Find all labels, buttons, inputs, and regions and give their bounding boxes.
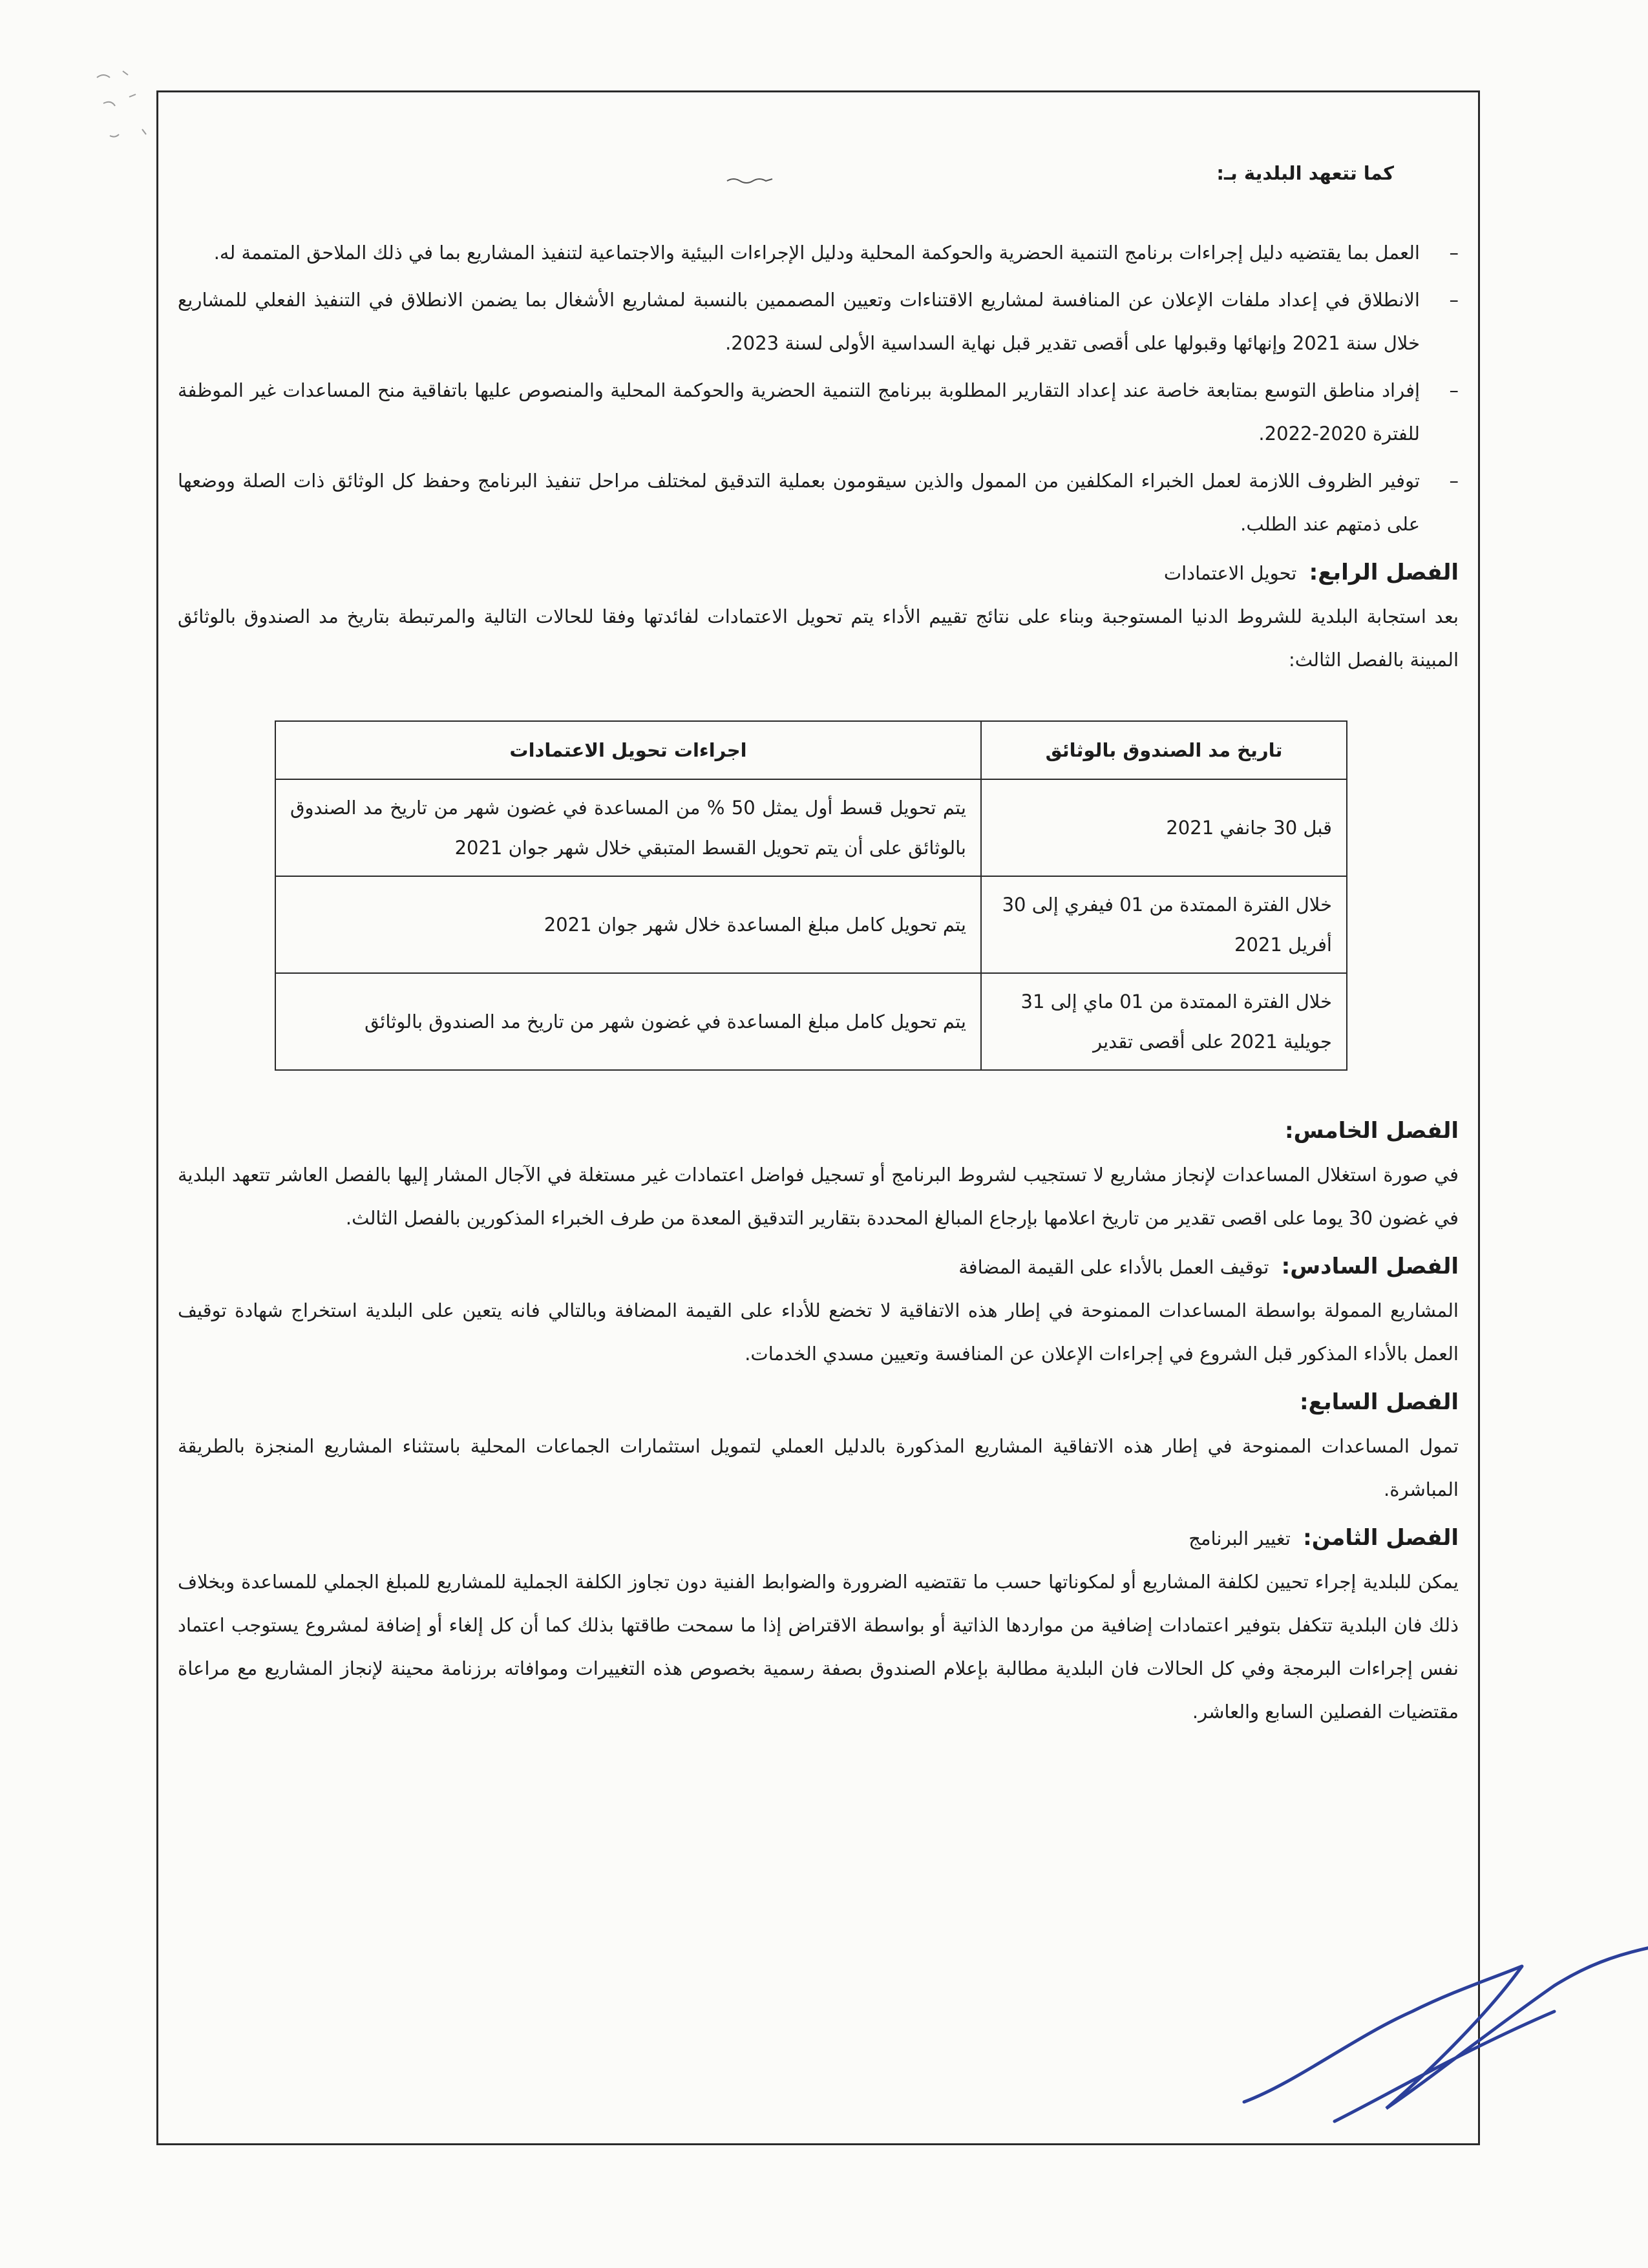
page-frame [156, 90, 1480, 2145]
chapter-heading: الفصل الرابع: [1309, 560, 1459, 585]
table-cell-date: خلال الفترة الممتدة من 01 ماي إلى 31 جويلية 2021 على أقصى تقدير [981, 973, 1347, 1070]
chapter-4 [178, 551, 1459, 682]
commitment-text: العمل بما يقتضيه دليل إجراءات برنامج التنمية الحضرية والحوكمة المحلية ودليل الإجراءات البيئية والاجتماعية لتنفيذ المشاريع بما في ذلك الملاحق المتممة له. [213, 242, 1420, 264]
chapter-7 [178, 1381, 1459, 1511]
chapter-text: في صورة استغلال المساعدات لإنجاز مشاريع لا تستجيب لشروط البرنامج أو تسجيل فواضل اعتمادات غير مستغلة في الآجال المشار إليها بالفصل العاشر تتعهد البلدية في غضون 30 يوما على اقصى تقدير من تاريخ اعلامها بإرجاع المبالغ المحددة بتقارير التدقيق المعدة من طرف الخبراء المذكورين بالفصل الثالث. [178, 1164, 1459, 1229]
table-row [275, 876, 1347, 973]
commitment-text: الانطلاق في إعداد ملفات الإعلان عن المنافسة لمشاريع الاقتناءات وتعيين المصممين بالنسبة لمشاريع الأشغال بما يضمن الانطلاق في التنفيذ الفعلي للمشاريع خلال سنة 2021 وإنهائها وقبولها على أقصى تقدير قبل نهاية السداسية الأولى لسنة 2023. [178, 289, 1420, 354]
dash-bullet: – [1449, 470, 1459, 492]
signature-icon [1218, 1940, 1648, 2134]
chapter-8 [178, 1517, 1459, 1734]
chapter-5 [178, 1109, 1459, 1240]
table-cell-action: يتم تحويل كامل مبلغ المساعدة في غضون شهر من تاريخ مد الصندوق بالوثائق [275, 973, 981, 1070]
chapter-subtitle: توقيف العمل بالأداء على القيمة المضافة [958, 1256, 1269, 1278]
table-cell-date: خلال الفترة الممتدة من 01 فيفري إلى 30 أفريل 2021 [981, 876, 1347, 973]
chapter-text: بعد استجابة البلدية للشروط الدنيا المستوجبة وبناء على نتائج تقييم الأداء يتم تحويل الاعتمادات لفائدتها وفقا للحالات التالية والمرتبطة بتاريخ مد الصندوق بالوثائق المبينة بالفصل الثالث: [178, 605, 1459, 671]
chapter-text: المشاريع الممولة بواسطة المساعدات الممنوحة في إطار هذه الاتفاقية لا تخضع للأداء على القيمة المضافة وبالتالي فانه يتعين على البلدية استخراج شهادة توقيف العمل بالأداء المذكور قبل الشروع في إجراءات الإعلان عن المنافسة وتعيين مسدي الخدمات. [178, 1299, 1459, 1365]
dash-bullet: – [1449, 242, 1459, 264]
list-item [178, 459, 1459, 546]
commitment-text: إفراد مناطق التوسع بمتابعة خاصة عند إعداد التقارير المطلوبة ببرنامج التنمية الحضرية والحوكمة المحلية والمنصوص عليها باتفاقية منح المساعدات غير الموظفة للفترة 2020-2022. [178, 379, 1420, 445]
table-header-row [275, 721, 1347, 779]
list-item [178, 278, 1459, 365]
chapter-6 [178, 1245, 1459, 1376]
list-item [178, 231, 1459, 275]
commitment-intro: كما تتعهد البلدية بـ: [1216, 162, 1394, 184]
chapter-subtitle: تغيير البرنامج [1188, 1528, 1291, 1549]
column-header-action: اجراءات تحويل الاعتمادات [275, 721, 981, 779]
table-row [275, 973, 1347, 1070]
table-row [275, 779, 1347, 876]
chapter-heading: الفصل الثامن: [1303, 1525, 1459, 1551]
chapter-subtitle: تحويل الاعتمادات [1163, 562, 1297, 584]
table-cell-action: يتم تحويل كامل مبلغ المساعدة خلال شهر جوان 2021 [275, 876, 981, 973]
document-body [178, 131, 1459, 1734]
chapter-text: تمول المساعدات الممنوحة في إطار هذه الاتفاقية المشاريع المذكورة بالدليل العملي لتمويل استثمارات الجماعات المحلية باستثناء المشاريع المنجزة بالطريقة المباشرة. [178, 1435, 1459, 1500]
commitment-list [178, 231, 1459, 546]
column-header-date: تاريخ مد الصندوق بالوثائق [981, 721, 1347, 779]
commitment-text: توفير الظروف اللازمة لعمل الخبراء المكلفين من الممول والذين سيقومون بعملية التدقيق لمختلف مراحل تنفيذ البرنامج وحفظ كل الوثائق ذات الصلة ووضعها على ذمتهم عند الطلب. [178, 470, 1420, 535]
transfer-schedule-table [275, 720, 1347, 1071]
chapter-heading: الفصل السابع: [1300, 1389, 1459, 1415]
chapter-heading: الفصل الخامس: [1285, 1118, 1459, 1144]
list-item [178, 369, 1459, 456]
dash-bullet: – [1449, 379, 1459, 401]
dash-bullet: – [1449, 289, 1459, 311]
table-cell-date: قبل 30 جانفي 2021 [981, 779, 1347, 876]
chapter-text: يمكن للبلدية إجراء تحيين لكلفة المشاريع أو لمكوناتها حسب ما تقتضيه الضرورة والضوابط الفنية دون تجاوز الكلفة الجملية للمشاريع للمبلغ الجملي للمساعدة وبخلاف ذلك فان البلدية تتكفل بتوفير اعتمادات إضافية من مواردها الذاتية أو بواسطة الاقتراض إذا ما سمحت طاقتها بذلك كما أن كل إلغاء أو إضافة لمشروع يستوجب اعتماد نفس إجراءات البرمجة وفي كل الحالات فان البلدية مطالبة بإعلام الصندوق بصفة رسمية بخصوص هذه التغييرات وموافاته برزنامة محينة لإنجاز المشاريع مع مراعاة مقتضيات الفصلين السابع والعاشر. [178, 1571, 1459, 1723]
chapter-heading: الفصل السادس: [1281, 1254, 1459, 1279]
table-cell-action: يتم تحويل قسط أول يمثل 50 % من المساعدة في غضون شهر من تاريخ مد الصندوق بالوثائق على أن يتم تحويل القسط المتبقي خلال شهر جوان 2021 [275, 779, 981, 876]
